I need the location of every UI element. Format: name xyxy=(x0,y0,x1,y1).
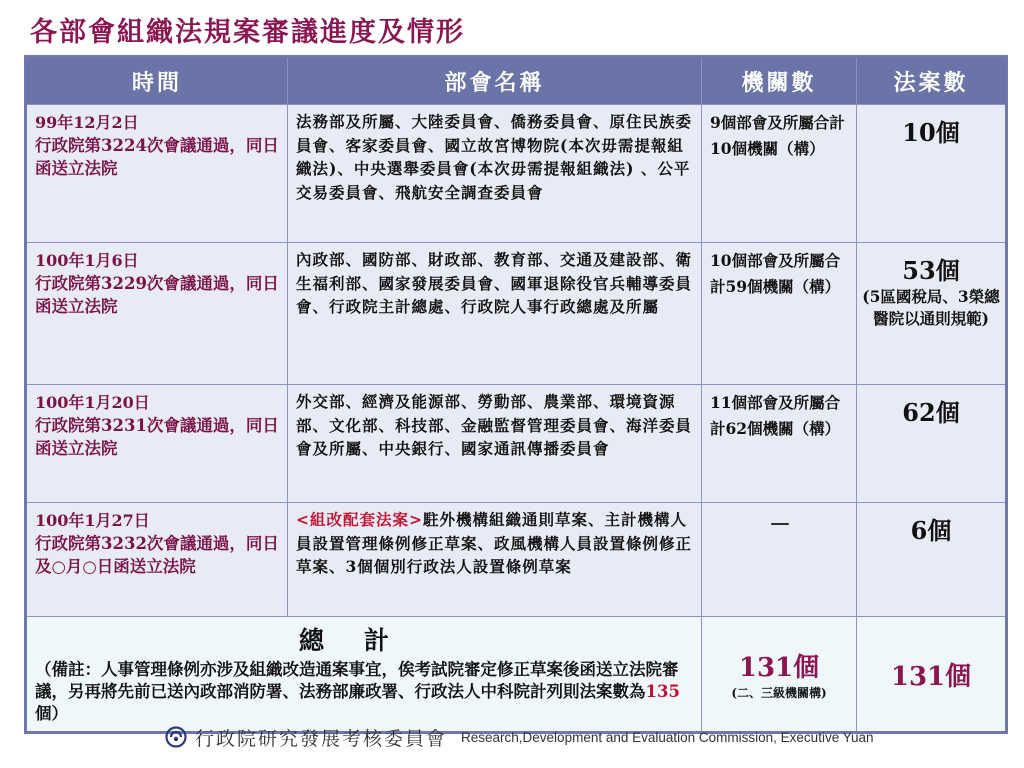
total-note xyxy=(35,659,693,725)
rdec-logo-icon xyxy=(165,726,187,748)
dept-cell: 內政部、國防部、財政部、教育部、交通及建設部、衛生福利部、國家發展委員會、國軍退除役官兵輔導委員會、行政院主計總處、行政院人事行政總處及所屬 xyxy=(288,243,702,385)
row-date: 99年12月2日 xyxy=(35,113,139,132)
total-cell xyxy=(26,617,702,733)
row-date: 100年1月6日 xyxy=(35,251,139,270)
page-title: 各部會組織法規案審議進度及情形 xyxy=(30,17,465,48)
time-cell xyxy=(26,105,288,243)
total-inst-note: (二、三級機關構) xyxy=(731,686,827,700)
time-cell xyxy=(26,243,288,385)
header-dept: 部會名稱 xyxy=(288,57,702,105)
table-row xyxy=(26,385,1007,503)
table-row xyxy=(26,503,1007,617)
bills-cell xyxy=(857,385,1007,503)
bills-count: 10個 xyxy=(902,118,960,147)
bills-cell xyxy=(857,243,1007,385)
supporting-bills-label: <組改配套法案> xyxy=(296,510,423,529)
dept-cell: 法務部及所屬、大陸委員會、僑務委員會、原住民族委員會、客家委員會、國立故宮博物院(本次毋需提報組織法)、中央選舉委員會(本次毋需提報組織法) 、公平交易委員會、飛航安全調查委員會 xyxy=(288,105,702,243)
row-date: 100年1月20日 xyxy=(35,393,150,412)
row-meeting: 行政院第3229次會議通過，同日函送立法院 xyxy=(35,274,279,316)
row-meeting: 行政院第3224次會議通過，同日函送立法院 xyxy=(35,136,279,178)
total-note-text: （備註：人事管理條例亦涉及組織改造通案事宜，俟考試院審定修正草案後函送立法院審議，另再將先前已送內政部消防署、法務部廉政署、行政法人中科院計列則法案數為 xyxy=(35,660,679,701)
dept-text: 駐外機構組織通則草案、主計機構人員設置管理條例修正草案、政風機構人員設置條例修正草案、3個個別行政法人設置條例草案 xyxy=(296,510,693,576)
footer xyxy=(165,722,874,752)
bills-count: 53個 xyxy=(902,256,960,285)
header-inst: 機關數 xyxy=(702,57,857,105)
total-row xyxy=(26,617,1007,733)
total-heading: 總計 xyxy=(298,626,429,655)
header-bills: 法案數 xyxy=(857,57,1007,105)
total-bills-cell xyxy=(857,617,1007,733)
table-header-row xyxy=(26,57,1007,105)
inst-cell xyxy=(702,503,857,617)
row-meeting: 行政院第3232次會議通過，同日及○月○日函送立法院 xyxy=(35,534,279,576)
header-time: 時間 xyxy=(26,57,288,105)
dept-cell xyxy=(288,503,702,617)
time-cell xyxy=(26,385,288,503)
bills-cell xyxy=(857,503,1007,617)
dept-cell: 外交部、經濟及能源部、勞動部、農業部、環境資源部、文化部、科技部、金融監督管理委員會、海洋委員會及所屬、中央銀行、國家通訊傳播委員會 xyxy=(288,385,702,503)
inst-dash: － xyxy=(768,512,791,538)
footer-org-zh: 行政院研究發展考核委員會 xyxy=(195,727,448,750)
total-note-end: 個） xyxy=(35,704,68,723)
table-row xyxy=(26,243,1007,385)
total-bills: 131個 xyxy=(890,661,972,692)
total-inst-cell xyxy=(702,617,857,733)
total-note-number: 135 xyxy=(645,682,680,701)
time-cell xyxy=(26,503,288,617)
inst-cell: 11個部會及所屬合計62個機關（構） xyxy=(702,385,857,503)
row-meeting: 行政院第3231次會議通過，同日函送立法院 xyxy=(35,416,279,458)
progress-table xyxy=(24,55,1008,734)
row-date: 100年1月27日 xyxy=(35,511,150,530)
bills-count: 6個 xyxy=(910,516,952,545)
footer-org-en: Research,Development and Evaluation Commission, Executive Yuan xyxy=(461,729,874,745)
bills-count: 62個 xyxy=(902,398,960,427)
total-inst: 131個 xyxy=(738,653,820,683)
table-row xyxy=(26,105,1007,243)
bills-cell xyxy=(857,105,1007,243)
inst-cell: 9個部會及所屬合計10個機關（構） xyxy=(702,105,857,243)
inst-cell: 10個部會及所屬合計59個機關（構） xyxy=(702,243,857,385)
bills-note: (5區國稅局、3榮總醫院以通則規範) xyxy=(862,287,1000,328)
